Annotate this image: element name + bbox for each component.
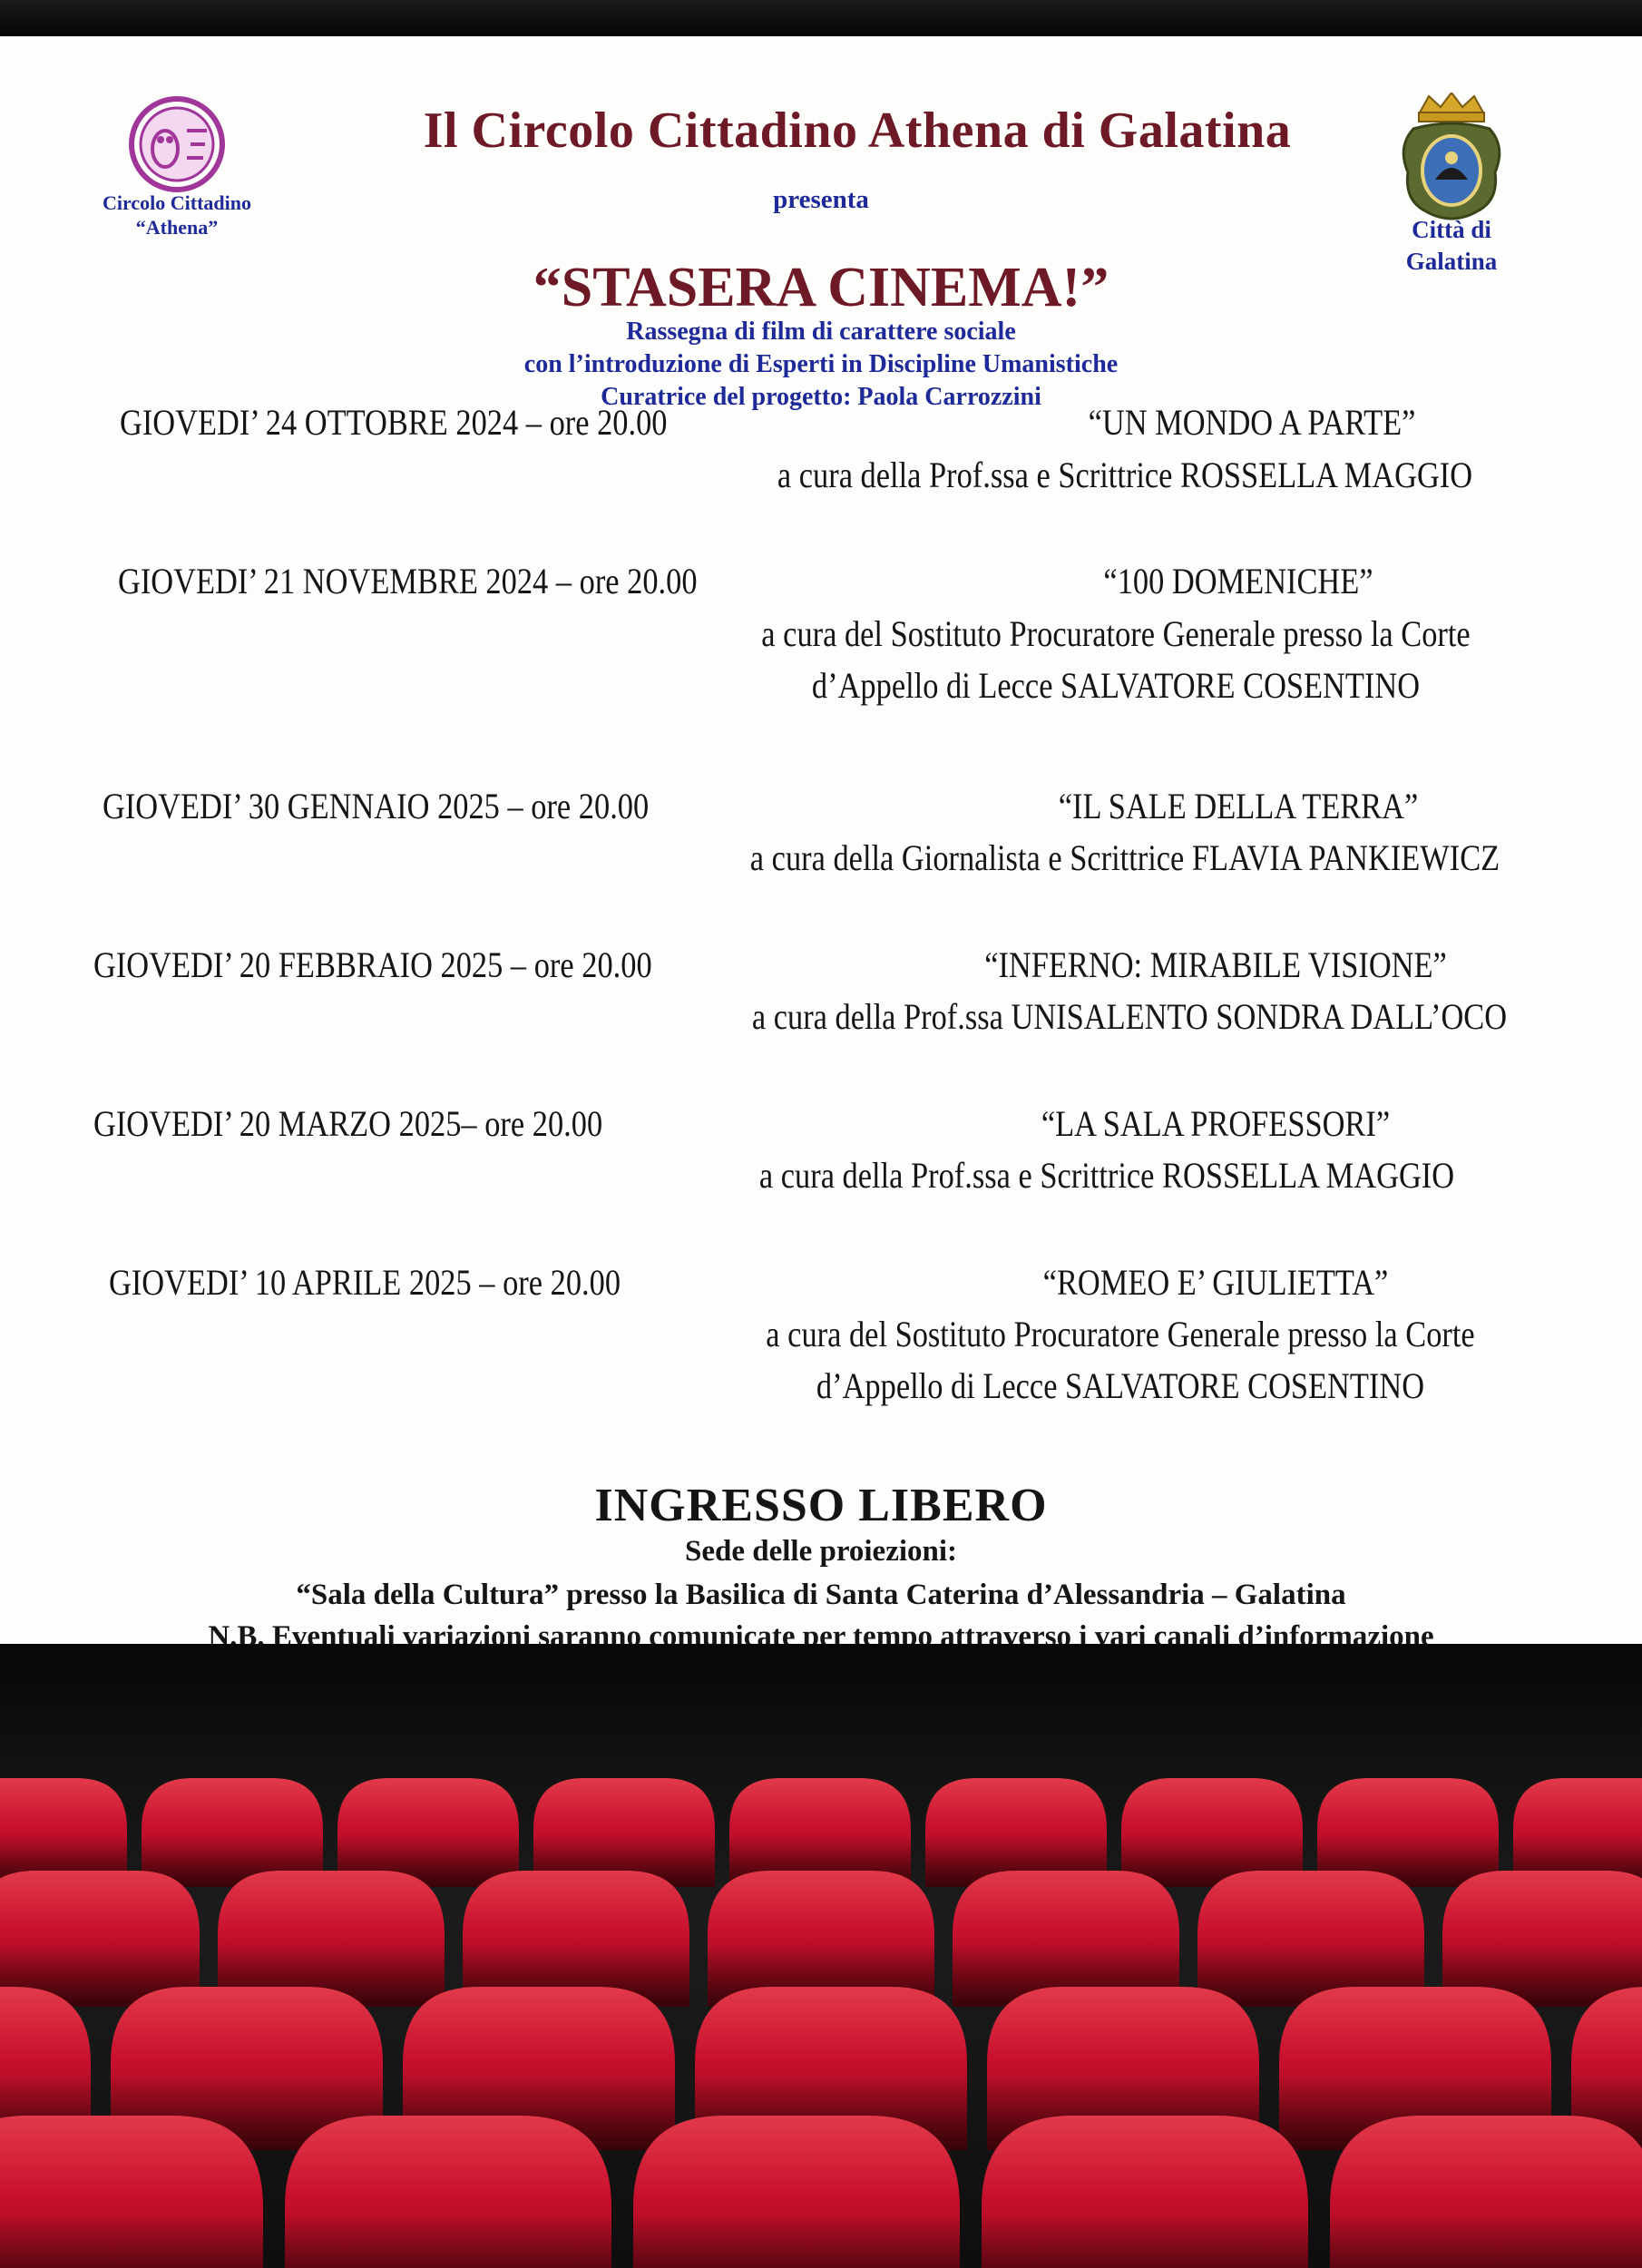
screening-2-date: GIOVEDI’ 21 NOVEMBRE 2024 – ore 20.00 xyxy=(118,561,698,601)
screening-6-film: “ROMEO E’ GIULIETTA” xyxy=(1042,1262,1389,1303)
left-logo-caption-line1: Circolo Cittadino xyxy=(103,191,251,214)
cinema-screen xyxy=(0,36,1642,1653)
seat-shadow xyxy=(633,2215,960,2268)
right-logo-caption-line1: Città di xyxy=(1412,216,1491,243)
screening-2-curator-line1: a cura del Sostituto Procuratore Generale presso la Corte xyxy=(761,613,1471,654)
seat-shadow xyxy=(982,2215,1308,2268)
presenta-label: presenta xyxy=(773,185,869,214)
screening-1-film: “UN MONDO A PARTE” xyxy=(1088,402,1416,443)
screening-1-date: GIOVEDI’ 24 OTTOBRE 2024 – ore 20.00 xyxy=(120,402,668,443)
screening-3-date: GIOVEDI’ 30 GENNAIO 2025 – ore 20.00 xyxy=(103,786,650,826)
screening-5-film: “LA SALA PROFESSORI” xyxy=(1041,1103,1391,1144)
screening-4-curator-line1: a cura della Prof.ssa UNISALENTO SONDRA DALL’OCO xyxy=(751,996,1508,1037)
screening-2-curator-line2: d’Appello di Lecce SALVATORE COSENTINO xyxy=(811,665,1421,706)
top-border xyxy=(0,0,1642,36)
event-title: “STASERA CINEMA!” xyxy=(533,257,1109,318)
screening-3-curator-line1: a cura della Giornalista e Scrittrice FLAVIA PANKIEWICZ xyxy=(749,837,1500,878)
event-subtitle-line3: Curatrice del progetto: Paola Carrozzini xyxy=(601,383,1041,411)
seat-shadow xyxy=(1330,2215,1642,2268)
screening-5-date: GIOVEDI’ 20 MARZO 2025– ore 20.00 xyxy=(93,1103,603,1144)
seat-shadow xyxy=(0,2215,263,2268)
seat-shadow xyxy=(285,2215,611,2268)
left-logo-caption-line2: “Athena” xyxy=(135,216,219,239)
cinema-seats-illustration xyxy=(0,1644,1642,2268)
disclaimer-note: N.B. Eventuali variazioni saranno comunicate per tempo attraverso i vari canali d’informazione xyxy=(208,1620,1434,1653)
event-subtitle-line2: con l’introduzione di Esperti in Discipline Umanistiche xyxy=(523,350,1119,378)
screening-5-curator-line1: a cura della Prof.ssa e Scrittrice ROSSELLA MAGGIO xyxy=(758,1155,1455,1196)
owl-coin-logo xyxy=(127,94,227,194)
screening-6-curator-line1: a cura del Sostituto Procuratore Generale presso la Corte xyxy=(766,1314,1475,1354)
screening-1-curator-line1: a cura della Prof.ssa e Scrittrice ROSSELLA MAGGIO xyxy=(777,455,1473,495)
right-logo-caption-line2: Galatina xyxy=(1405,248,1498,275)
venue-label: Sede delle proiezioni: xyxy=(684,1535,958,1568)
venue-text: “Sala della Cultura” presso la Basilica di Santa Caterina d’Alessandria – Galatina xyxy=(296,1579,1346,1611)
screening-3-film: “IL SALE DELLA TERRA” xyxy=(1058,786,1419,826)
screening-4-date: GIOVEDI’ 20 FEBBRAIO 2025 – ore 20.00 xyxy=(93,944,652,985)
organizer-title: Il Circolo Cittadino Athena di Galatina xyxy=(423,103,1292,159)
free-entry-heading: INGRESSO LIBERO xyxy=(594,1480,1048,1531)
screening-2-film: “100 DOMENICHE” xyxy=(1103,561,1373,601)
screening-6-date: GIOVEDI’ 10 APRILE 2025 – ore 20.00 xyxy=(109,1262,621,1303)
screening-4-film: “INFERNO: MIRABILE VISIONE” xyxy=(984,944,1447,985)
event-subtitle-line1: Rassegna di film di carattere sociale xyxy=(626,318,1016,346)
screening-6-curator-line2: d’Appello di Lecce SALVATORE COSENTINO xyxy=(816,1365,1425,1406)
